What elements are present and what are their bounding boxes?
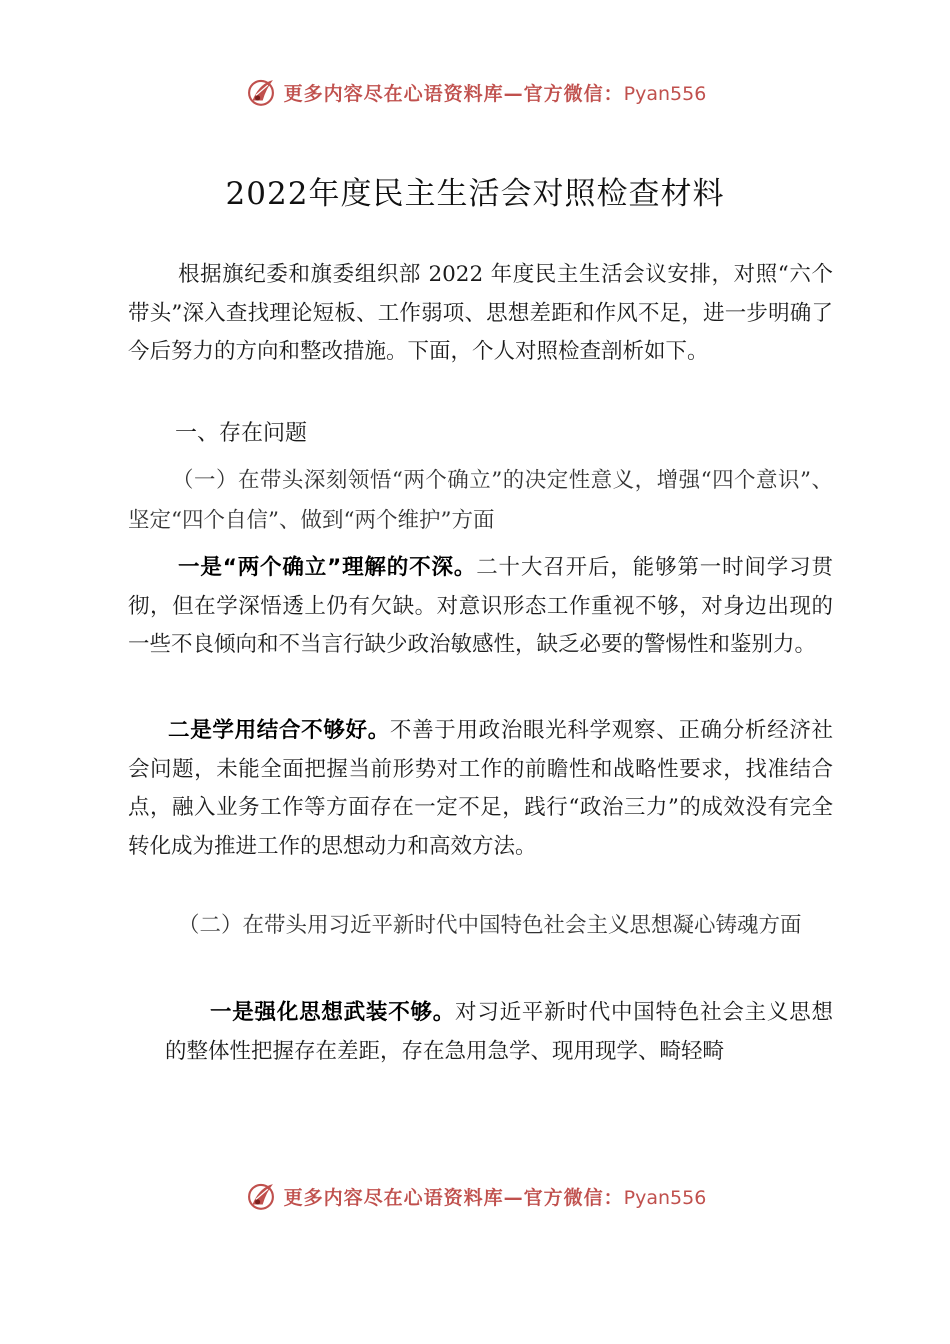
point-lead: 一是“两个确立”理解的不深。 bbox=[178, 555, 477, 580]
section-heading: 一、存在问题 bbox=[175, 421, 308, 446]
subsection-heading-1: （一）在带头深刻领悟“两个确立”的决定性意义，增强“四个意识”、坚定“四个自信”、做到“两个维护”方面 bbox=[128, 468, 833, 533]
paragraph-point-3 bbox=[165, 994, 833, 1071]
point-body: 对习近平新时代中国特色社会主义思想的整体性把握存在差距，存在急用急学、现用现学、畸轻畸 bbox=[165, 1000, 833, 1064]
header-banner bbox=[0, 72, 950, 112]
paragraph-point-2 bbox=[128, 712, 833, 866]
footer-banner bbox=[0, 1176, 950, 1216]
point-body: 不善于用政治眼光科学观察、正确分析经济社会问题，未能全面把握当前形势对工作的前瞻性和战略性要求，找准结合点，融入业务工作等方面存在一定不足，践行“政治三力”的成效没有完全转化成为推进工作的思想动力和高效方法。 bbox=[128, 718, 833, 859]
point-body: 二十大召开后，能够第一时间学习贯彻，但在学深悟透上仍有欠缺。对意识形态工作重视不够，对身边出现的一些不良倾向和不当言行缺少政治敏感性，缺乏必要的警惕性和鉴别力。 bbox=[128, 555, 833, 657]
point-lead: 二是学用结合不够好。 bbox=[168, 718, 390, 743]
banner-text: 更多内容尽在心语资料库—官方微信：Pyan556 bbox=[283, 82, 707, 105]
document-title: 2022年度民主生活会对照检查材料 bbox=[225, 176, 725, 212]
brand-logo-icon bbox=[244, 75, 278, 109]
brand-logo-icon bbox=[244, 1179, 278, 1213]
banner-text: 更多内容尽在心语资料库—官方微信：Pyan556 bbox=[283, 1186, 707, 1209]
point-lead: 一是强化思想武装不够。 bbox=[210, 1000, 456, 1025]
paragraph-point-1 bbox=[128, 549, 833, 665]
subsection-heading-2: （二）在带头用习近平新时代中国特色社会主义思想凝心铸魂方面 bbox=[178, 913, 802, 938]
intro-paragraph: 根据旗纪委和旗委组织部 2022 年度民主生活会议安排，对照“六个带头”深入查找理论短板、工作弱项、思想差距和作风不足，进一步明确了今后努力的方向和整改措施。下面，个人对照检查剖析如下。 bbox=[128, 262, 833, 364]
